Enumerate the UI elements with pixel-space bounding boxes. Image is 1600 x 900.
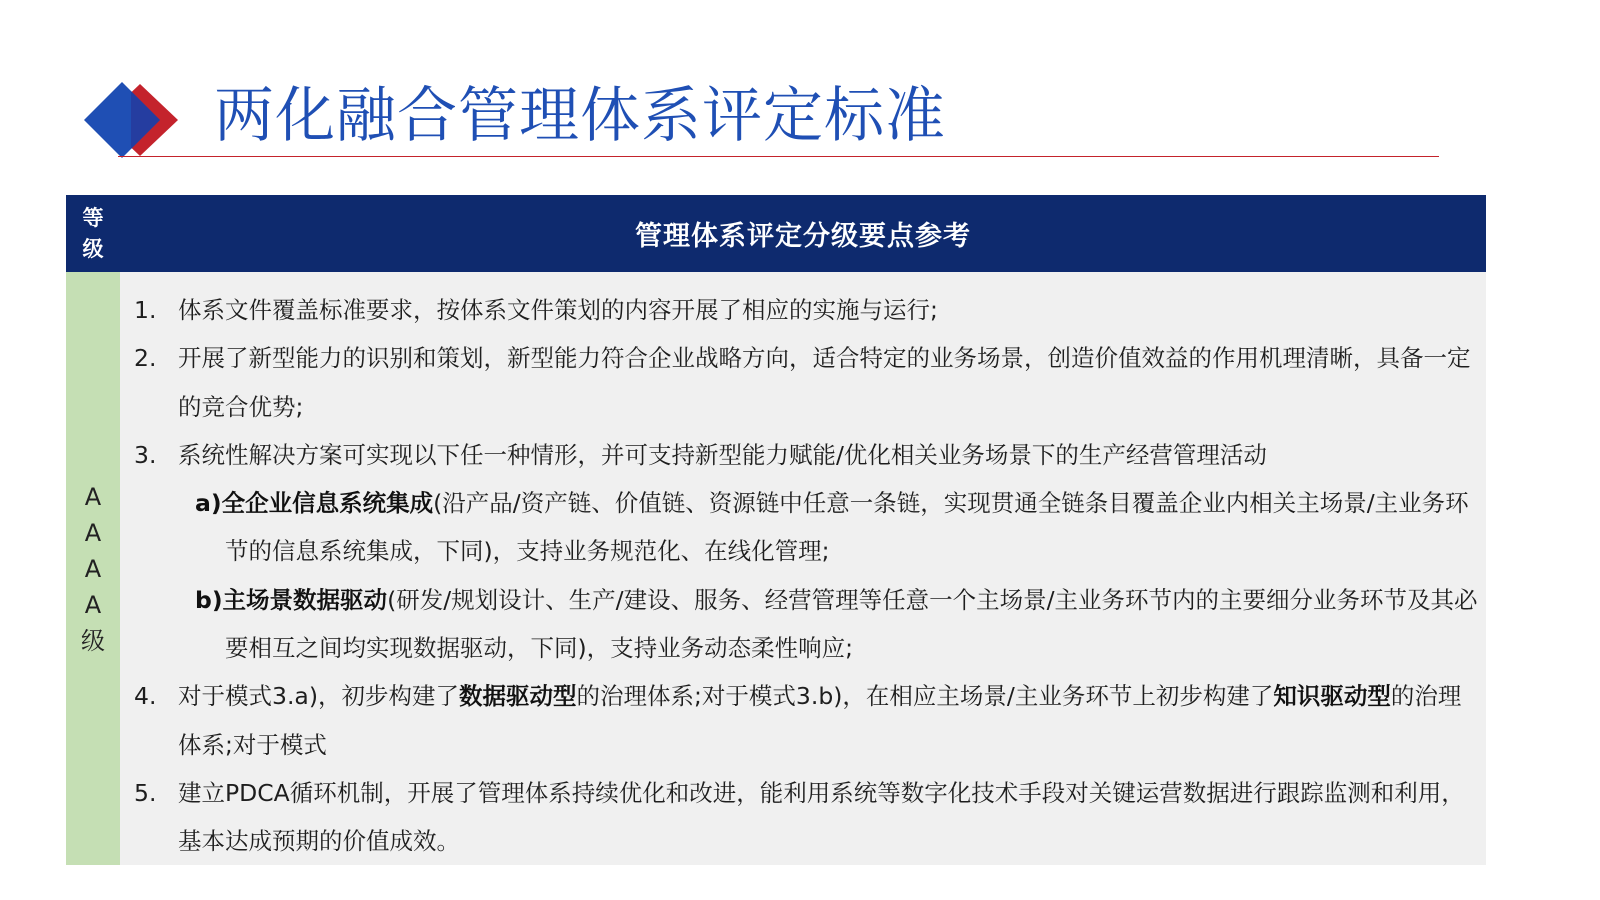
- diamond-logo-icon: [82, 82, 182, 158]
- subitem-title: b)主场景数据驱动: [195, 585, 388, 614]
- subitem-title: a)全企业信息系统集成: [195, 489, 434, 518]
- item-text: 系统性解决方案可实现以下任一种情形，并可支持新型能力赋能/优化相关业务场景下的生产经营管理活动: [178, 440, 1267, 469]
- criteria-item-3: [120, 431, 1486, 479]
- item-number: 1.: [134, 296, 157, 324]
- level-char: A: [84, 482, 102, 511]
- item-text-part: 的治理体系;对于模式3.b)，在相应主场景/主业务环节上初步构建了: [576, 682, 1274, 711]
- criteria-table: [66, 195, 1486, 865]
- level-char: A: [84, 554, 102, 583]
- criteria-item-5: [120, 769, 1486, 866]
- item-emphasis: 数据驱动型: [459, 682, 577, 711]
- level-cell: [66, 272, 120, 865]
- item-text-part: 的治理体系;对于模式: [178, 682, 1462, 759]
- level-char: A: [84, 590, 102, 619]
- item-number: 3.: [134, 440, 157, 469]
- item-text-part: 对于模式3.a)，初步构建了: [178, 682, 459, 711]
- item-text: 开展了新型能力的识别和策划，新型能力符合企业战略方向，适合特定的业务场景，创造价值效益的作用机理清晰，具备一定的竞合优势;: [178, 344, 1471, 421]
- criteria-item-1: [120, 286, 1486, 334]
- level-header-char: 级: [82, 236, 104, 261]
- item-number: 2.: [134, 344, 157, 373]
- criteria-subitem-a: [120, 479, 1486, 576]
- level-char: 级: [81, 626, 105, 655]
- table-row: [66, 272, 1486, 865]
- level-char: A: [84, 518, 102, 547]
- criteria-cell: [120, 272, 1486, 865]
- item-text: 体系文件覆盖标准要求，按体系文件策划的内容开展了相应的实施与运行;: [178, 296, 938, 324]
- criteria-subitem-b: [120, 576, 1486, 673]
- item-emphasis: 知识驱动型: [1273, 682, 1391, 711]
- item-text: [178, 672, 1486, 769]
- item-number: 4.: [134, 682, 157, 711]
- criteria-item-4: [120, 672, 1486, 769]
- main-column-header: 管理体系评定分级要点参考: [635, 221, 971, 252]
- page-title: 两化融合管理体系评定标准: [214, 81, 946, 151]
- table-header: [66, 195, 1486, 272]
- title-divider: [118, 156, 1439, 157]
- item-number: 5.: [134, 778, 157, 807]
- item-text: 建立PDCA循环机制，开展了管理体系持续优化和改进，能利用系统等数字化技术手段对关键运营数据进行跟踪监测和利用，基本达成预期的价值成效。: [178, 778, 1465, 856]
- subitem-text: (研发/规划设计、生产/建设、服务、经营管理等任意一个主场景/主业务环节内的主要细分业务环节及其必要相互之间均实现数据驱动，下同)，支持业务动态柔性响应;: [225, 585, 1478, 663]
- subitem-text: (沿产品/资产链、价值链、资源链中任意一条链，实现贯通全链条目覆盖企业内相关主场景/主业务环节的信息系统集成，下同)，支持业务规范化、在线化管理;: [225, 489, 1469, 566]
- level-header-char: 等: [82, 205, 104, 230]
- level-column-header: [66, 195, 120, 272]
- criteria-item-2: [120, 334, 1486, 431]
